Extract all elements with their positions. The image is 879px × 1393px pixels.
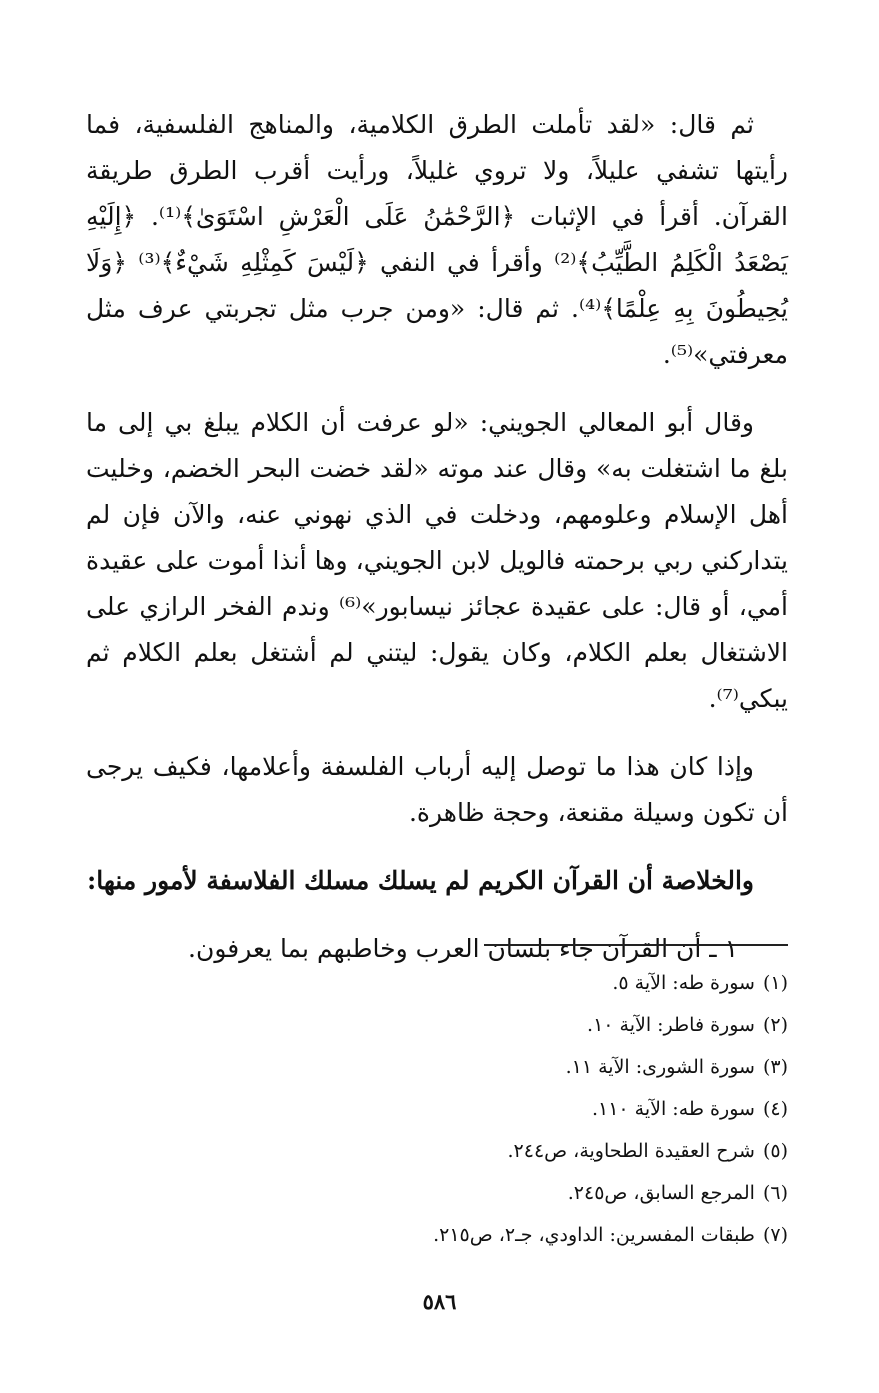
footnote-item: [86, 1214, 788, 1256]
footnote-number: (١): [762, 972, 788, 994]
summary-heading: والخلاصة أن القرآن الكريم لم يسلك مسلك الفلاسفة لأمور منها:: [87, 866, 754, 895]
page-body: [86, 102, 789, 1246]
footnote-divider: [484, 944, 788, 946]
footnote-text: شرح العقيدة الطحاوية، ص٢٤٤.: [507, 1140, 755, 1162]
footnote-number: (٥): [762, 1140, 788, 1162]
paragraph-2: وقال أبو المعالي الجويني: «لو عرفت أن الكلام يبلغ بي إلى ما بلغ ما اشتغلت به» وقال عند موته «لقد خضت البحر الخضم، وخليت أهل الإسلام وعلومهم، ودخلت في الذي نهوني عنه، والآن فإن لم يتداركني ربي برحمته فالويل لابن الجويني، وها أنذا أموت على عقيدة أمي، أو قال: على عقيدة عجائز نيسابور»⁽⁶⁾ وندم الفخر الرازي على الاشتغال بعلم الكلام، وكان يقول: ليتني لم أشتغل بعلم الكلام ثم يبكي⁽⁷⁾.: [86, 408, 788, 713]
list-item-1: ١ ـ أن القرآن جاء بلسان العرب وخاطبهم بما يعرفون.: [188, 934, 738, 963]
footnote-number: (٧): [762, 1224, 788, 1246]
paragraph-3: وإذا كان هذا ما توصل إليه أرباب الفلسفة وأعلامها، فكيف يرجى أن تكون وسيلة مقنعة، وحجة ظاهرة.: [86, 752, 788, 827]
footnote-item: [86, 1088, 788, 1130]
footnote-number: (٦): [762, 1182, 788, 1204]
footnote-number: (٢): [762, 1014, 788, 1036]
footnote-text: سورة طه: الآية ١١٠.: [591, 1098, 755, 1120]
paragraph-1: ثم قال: «لقد تأملت الطرق الكلامية، والمناهج الفلسفية، فما رأيتها تشفي عليلاً، ولا تروي غليلاً، ورأيت أقرب الطرق طريقة القرآن. أقرأ في الإثبات ﴿الرَّحْمَٰنُ عَلَى الْعَرْشِ اسْتَوَىٰ﴾⁽¹⁾. ﴿إِلَيْهِ يَصْعَدُ الْكَلِمُ الطَّيِّبُ﴾⁽²⁾ وأقرأ في النفي ﴿لَيْسَ كَمِثْلِهِ شَيْءٌ﴾⁽³⁾ ﴿وَلَا يُحِيطُونَ بِهِ عِلْمًا﴾⁽⁴⁾. ثم قال: «ومن جرب مثل تجربتي عرف مثل معرفتي»⁽⁵⁾.: [86, 110, 789, 369]
footnote-text: سورة طه: الآية ٥.: [612, 972, 755, 994]
footnote-number: (٣): [762, 1056, 788, 1078]
footnote-text: سورة فاطر: الآية ١٠.: [587, 1014, 755, 1036]
footnote-text: سورة الشورى: الآية ١١.: [565, 1056, 755, 1078]
footnote-item: [86, 1004, 788, 1046]
footnote-text: طبقات المفسرين: الداودي، جـ٢، ص٢١٥.: [433, 1224, 755, 1246]
footnotes-list: [86, 962, 788, 1256]
footnote-text: المرجع السابق، ص٢٤٥.: [567, 1182, 755, 1204]
page-number: ٥٨٦: [422, 1289, 457, 1314]
footnote-item: [86, 1046, 788, 1088]
footnote-item: [86, 1130, 788, 1172]
footnote-item: [86, 1172, 788, 1214]
footnote-item: [86, 962, 788, 1004]
footnote-number: (٤): [762, 1098, 788, 1120]
